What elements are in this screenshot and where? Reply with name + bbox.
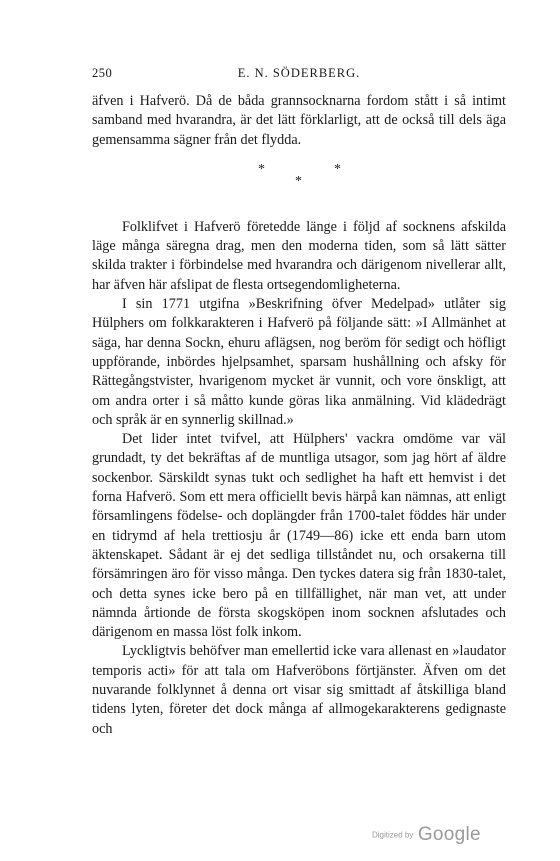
paragraph-continuation: äfven i Hafverö. Då de båda grannsocknarna fordom stått i så intimt samband med hvarandra, är det lätt förklarligt, att de också till dels äga gemensamma sägner från det flydda. (92, 93, 506, 148)
google-logo: Google (417, 824, 481, 845)
paragraph: Folklifvet i Hafverö företedde länge i följd af socknens afskilda läge många säregna drag, men den moderna tiden, som så lätt sätter skilda trakter i förbindelse med hvarandra och därigenom nivellerar allt, har äfven här afslipat de flesta ortsegendomligheterna. (92, 218, 506, 293)
paragraph: I sin 1771 utgifna »Beskrifning öfver Medelpad» utlåter sig Hülphers om folkkarakteren i Hafverö på följande sätt: »I Allmänhet at säga, har denna Sockn, ehuru aflägsen, nog beröm för sedigt och höfligt uppförande, inbördes hjelpsamhet, sparsam hushållning och afsky för Rättegångstvister, hvarigenom mycket är vunnit, och vore önskligt, att om andra orter i så måtto kunde göras lika anmälning. Vid klädedrägt och språk är en synnerlig skillnad.» (92, 296, 506, 428)
watermark-prefix: Digitized by (372, 830, 414, 840)
digitized-watermark (372, 824, 481, 846)
page-number: 250 (92, 66, 113, 80)
section-separator (92, 160, 506, 208)
page-header (92, 66, 506, 84)
paragraph: Det lider intet tvifvel, att Hülphers' vackra omdöme var väl grundadt, ty det bekräftas af de muntliga utsagor, som jag hört af äldre sockenbor. Särskildt synas tukt och sedlighet ha haft ett hemvist i det forna Hafverö. Som ett mera officiellt bevis härpå kan nämnas, att enligt församlingens födelse- och doplängder från 1700-talet föddes här under en tidrymd af hela trettiosju år (1749—86) icke ett enda barn utom äktenskapet. Sådant är ej det sedliga tillståndet nu, och orsakerna till försämringen äro för visso många. Den tyckes datera sig från 1830-talet, och detta synes icke bero på en tillfällighet, när man vet, att under nämnda årtionde de första skogsköpen inom socknen afslutades och därigenom en massa löst folk inkom. (92, 431, 506, 641)
separator-star: * (334, 161, 341, 177)
running-head: E. N. SÖDERBERG. (237, 66, 361, 80)
body-text (92, 92, 506, 739)
separator-star: * (295, 173, 302, 189)
paragraph: Lyckligtvis behöfver man emellertid icke vara allenast en »laudator temporis acti» för att tala om Hafveröbons förtjänster. Äfven om det nuvarande folklynnet å denna ort visar sig smittadt af åtskilliga bland tidens lyten, företer det dock många af allmogekarakterens gedignaste och (92, 643, 506, 737)
separator-star: * (258, 161, 265, 177)
